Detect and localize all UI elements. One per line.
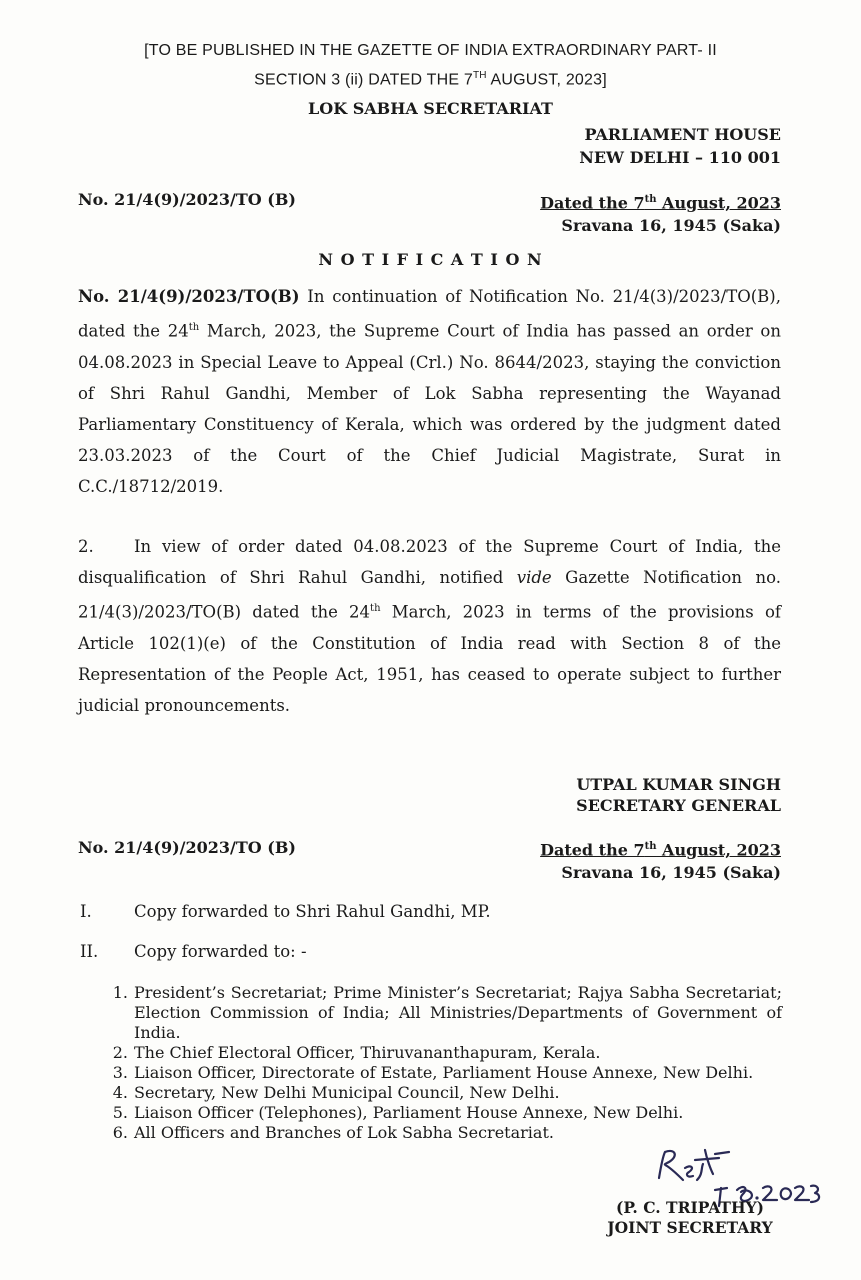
list-item-text: Liaison Officer, Directorate of Estate, Parliament House Annexe, New Delhi. <box>134 1063 754 1082</box>
gazette-line-1: [TO BE PUBLISHED IN THE GAZETTE OF INDIA EXTRAORDINARY PART- II <box>144 42 717 59</box>
date-text: Dated the 7 <box>540 840 645 860</box>
date-block <box>540 188 781 237</box>
signatory-1-title: SECRETARY GENERAL <box>576 796 781 815</box>
address-line-2: NEW DELHI – 110 001 <box>579 148 781 167</box>
paragraph-1 <box>78 281 781 502</box>
para1-line-2 <box>78 312 781 347</box>
para2-vide: vide <box>516 568 552 587</box>
date-sup: th <box>644 841 657 852</box>
signatory-1 <box>576 774 781 816</box>
para1-text: dated the 24 <box>78 321 189 341</box>
para1-ref: No. 21/4(9)/2023/TO(B) <box>78 287 300 306</box>
para2-line-1 <box>78 531 781 562</box>
distribution-list <box>102 983 782 1143</box>
para2-sup: th <box>370 603 381 614</box>
para2-text: disqualification of Shri Rahul Gandhi, notified <box>78 568 517 587</box>
list-item-number: 2. <box>112 1043 128 1062</box>
list-item-text: All Officers and Branches of Lok Sabha Secretariat. <box>134 1123 554 1142</box>
para1-text: In continuation of Notification No. 21/4(3)/2023/TO(B), <box>299 287 781 306</box>
para2-line-4: Article 102(1)(e) of the Constitution of India read with Section 8 of the <box>78 633 781 653</box>
office-name: LOK SABHA SECRETARIAT <box>308 99 553 118</box>
list-item-number: 5. <box>112 1103 128 1122</box>
list-item-number: 6. <box>112 1123 128 1142</box>
copy-item-i-number: I. <box>80 902 92 921</box>
reference-number-2: No. 21/4(9)/2023/TO (B) <box>78 838 296 857</box>
signatory-2 <box>598 1198 782 1238</box>
date-text-end: August, 2023 <box>656 840 781 860</box>
copy-item-i-text: Copy forwarded to Shri Rahul Gandhi, MP. <box>134 902 491 921</box>
notification-title: N O T I F I C A T I O N <box>318 250 543 269</box>
para2-text: Gazette Notification no. <box>551 568 781 587</box>
list-item-text: President’s Secretariat; Prime Minister’s Secretariat; Rajya Sabha Secretariat; Election Commission of India; All Ministries/Departments of Government of India. <box>134 983 782 1042</box>
para1-line-7: C.C./18712/2019. <box>78 476 224 496</box>
para1-line-4: of Shri Rahul Gandhi, Member of Lok Sabha representing the Wayanad <box>78 383 781 403</box>
saka-date: Sravana 16, 1945 (Saka) <box>561 216 781 236</box>
para1-line-6: 23.03.2023 of the Court of the Chief Judicial Magistrate, Surat in <box>78 445 781 465</box>
gazette-line-2-text: SECTION 3 (ii) DATED THE 7 <box>254 71 473 89</box>
list-item-text: The Chief Electoral Officer, Thiruvananthapuram, Kerala. <box>134 1043 601 1062</box>
gazette-line-2-sup: TH <box>472 70 487 81</box>
date-block-2 <box>540 835 781 884</box>
copy-item-i <box>80 902 491 921</box>
copy-item-ii-text: Copy forwarded to: - <box>134 942 307 961</box>
date-sup: th <box>644 194 657 205</box>
para1-line-5: Parliamentary Constituency of Kerala, which was ordered by the judgment dated <box>78 414 781 434</box>
copy-item-ii-number: II. <box>80 942 99 961</box>
signatory-2-title: JOINT SECRETARY <box>607 1218 773 1237</box>
saka-date-2: Sravana 16, 1945 (Saka) <box>561 863 781 883</box>
list-item <box>102 983 782 1043</box>
para1-line-1 <box>78 281 781 312</box>
para2-line-5: Representation of the People Act, 1951, has ceased to operate subject to further <box>78 664 781 684</box>
date-line <box>540 188 781 214</box>
para2-text: March, 2023 in terms of the provisions of <box>380 602 781 622</box>
address-block <box>579 123 781 169</box>
gazette-header <box>0 38 861 92</box>
list-item <box>102 1043 782 1063</box>
para2-text: In view of order dated 04.08.2023 of the Supreme Court of India, the <box>134 537 781 556</box>
reference-number: No. 21/4(9)/2023/TO (B) <box>78 190 296 209</box>
list-item-text: Liaison Officer (Telephones), Parliament House Annexe, New Delhi. <box>134 1103 684 1122</box>
para2-line-3 <box>78 593 781 628</box>
list-item <box>102 1103 782 1123</box>
list-item <box>102 1083 782 1103</box>
gazette-line-2 <box>0 63 861 92</box>
list-item-number: 4. <box>112 1083 128 1102</box>
signatory-2-name: (P. C. TRIPATHY) <box>615 1198 765 1217</box>
list-item <box>102 1063 782 1083</box>
gazette-line-2-text-end: AUGUST, 2023] <box>486 71 607 89</box>
date-text-end: August, 2023 <box>656 193 781 213</box>
address-line-1: PARLIAMENT HOUSE <box>584 125 781 144</box>
para2-line-2 <box>78 562 781 593</box>
para2-text: 21/4(3)/2023/TO(B) dated the 24 <box>78 602 371 622</box>
paragraph-2 <box>78 531 781 721</box>
list-item-number: 3. <box>112 1063 128 1082</box>
signatory-1-name: UTPAL KUMAR SINGH <box>576 775 781 794</box>
para1-text: March, 2023, the Supreme Court of India has passed an order on <box>199 321 781 341</box>
para2-line-6: judicial pronouncements. <box>78 695 291 715</box>
para1-line-3: 04.08.2023 in Special Leave to Appeal (Crl.) No. 8644/2023, staying the conviction <box>78 352 781 372</box>
para1-sup: th <box>188 322 200 333</box>
list-item-text: Secretary, New Delhi Municipal Council, New Delhi. <box>134 1083 560 1102</box>
date-line-2 <box>540 835 781 861</box>
para2-number: 2. <box>78 537 94 556</box>
copy-item-ii <box>80 942 307 961</box>
date-text: Dated the 7 <box>540 193 645 213</box>
list-item-number: 1. <box>112 983 128 1002</box>
